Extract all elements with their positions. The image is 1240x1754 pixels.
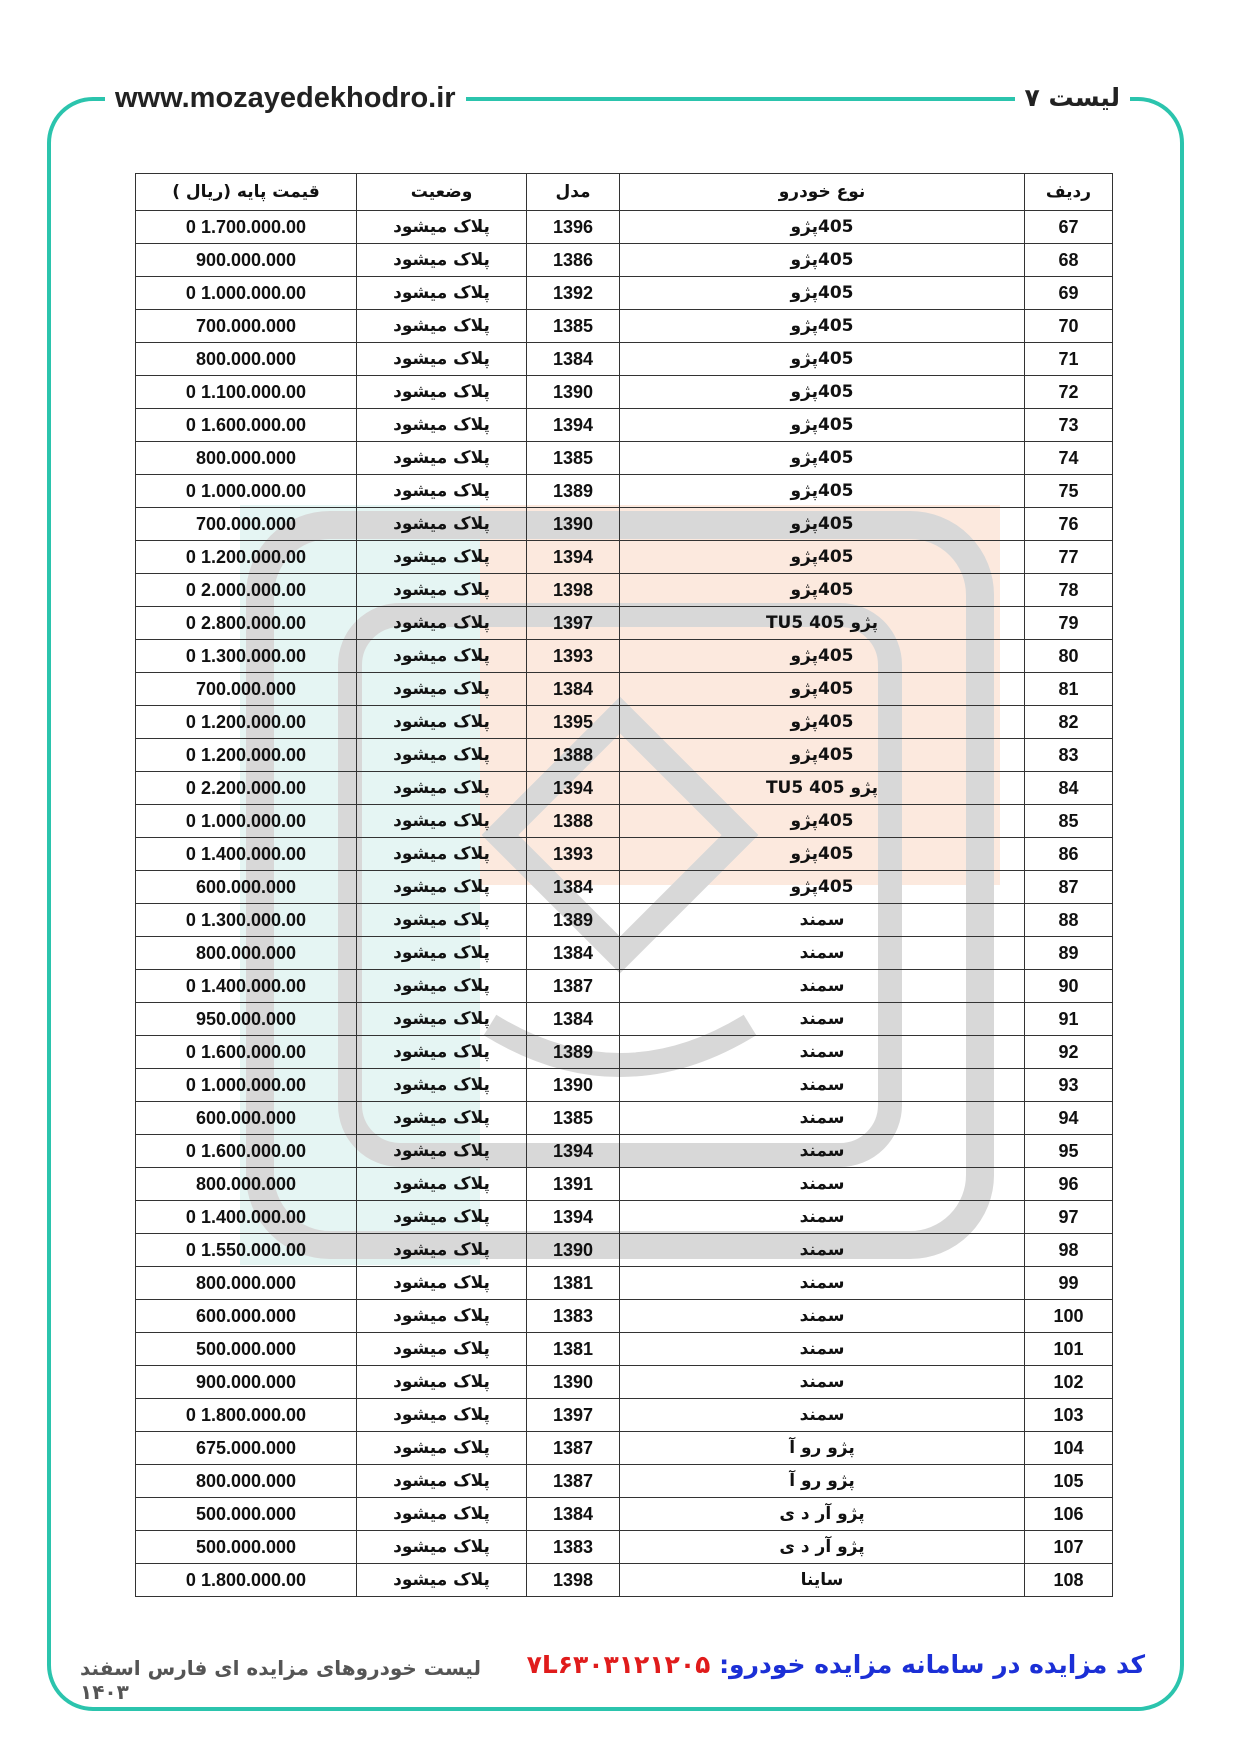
base-price-cell: 500.000.000 [136,1333,357,1366]
car-type-cell: 405پژو [620,211,1025,244]
base-price-cell: 2.000.000.00 0 [136,574,357,607]
status-cell: پلاک میشود [357,1399,527,1432]
model-year-cell: 1383 [527,1300,620,1333]
header-status: وضعیت [357,174,527,211]
car-type-cell: 405پژو [620,343,1025,376]
row-number-cell: 87 [1025,871,1113,904]
status-cell: پلاک میشود [357,541,527,574]
model-year-cell: 1384 [527,343,620,376]
status-cell: پلاک میشود [357,244,527,277]
status-cell: پلاک میشود [357,1300,527,1333]
row-number-cell: 77 [1025,541,1113,574]
car-type-cell: سمند [620,1399,1025,1432]
base-price-cell: 800.000.000 [136,343,357,376]
base-price-cell: 1.000.000.00 0 [136,805,357,838]
row-number-cell: 82 [1025,706,1113,739]
car-type-cell: 405پژو [620,541,1025,574]
model-year-cell: 1384 [527,673,620,706]
status-cell: پلاک میشود [357,871,527,904]
status-cell: پلاک میشود [357,475,527,508]
table-row [136,739,1113,772]
car-type-cell: سمند [620,1135,1025,1168]
base-price-cell: 1.550.000.00 0 [136,1234,357,1267]
base-price-cell: 700.000.000 [136,508,357,541]
status-cell: پلاک میشود [357,1366,527,1399]
row-number-cell: 75 [1025,475,1113,508]
status-cell: پلاک میشود [357,805,527,838]
base-price-cell: 2.800.000.00 0 [136,607,357,640]
table-row [136,1135,1113,1168]
status-cell: پلاک میشود [357,1432,527,1465]
model-year-cell: 1384 [527,871,620,904]
row-number-cell: 101 [1025,1333,1113,1366]
status-cell: پلاک میشود [357,1234,527,1267]
table-row [136,244,1113,277]
table-row [136,409,1113,442]
base-price-cell: 1.200.000.00 0 [136,541,357,574]
car-type-cell: پژو 405 TU5 [620,607,1025,640]
base-price-cell: 800.000.000 [136,1465,357,1498]
table-row [136,376,1113,409]
auction-code-label: کد مزایده در سامانه مزایده خودرو: [719,1650,1145,1679]
base-price-cell: 2.200.000.00 0 [136,772,357,805]
status-cell: پلاک میشود [357,937,527,970]
base-price-cell: 800.000.000 [136,442,357,475]
row-number-cell: 83 [1025,739,1113,772]
status-cell: پلاک میشود [357,1036,527,1069]
table-row [136,937,1113,970]
car-type-cell: ساینا [620,1564,1025,1597]
row-number-cell: 103 [1025,1399,1113,1432]
car-type-cell: سمند [620,904,1025,937]
status-cell: پلاک میشود [357,376,527,409]
car-type-cell: 405پژو [620,706,1025,739]
table-row [136,640,1113,673]
row-number-cell: 81 [1025,673,1113,706]
table-row [136,1234,1113,1267]
row-number-cell: 72 [1025,376,1113,409]
table-row [136,607,1113,640]
status-cell: پلاک میشود [357,1168,527,1201]
status-cell: پلاک میشود [357,1069,527,1102]
car-type-cell: 405پژو [620,409,1025,442]
status-cell: پلاک میشود [357,442,527,475]
status-cell: پلاک میشود [357,574,527,607]
row-number-cell: 78 [1025,574,1113,607]
model-year-cell: 1390 [527,376,620,409]
model-year-cell: 1394 [527,772,620,805]
model-year-cell: 1394 [527,1135,620,1168]
table-row [136,1267,1113,1300]
model-year-cell: 1388 [527,805,620,838]
header-row-number: ردیف [1025,174,1113,211]
table-row [136,1366,1113,1399]
table-row [136,838,1113,871]
base-price-cell: 1.400.000.00 0 [136,970,357,1003]
base-price-cell: 1.600.000.00 0 [136,1135,357,1168]
table-row [136,211,1113,244]
car-type-cell: پژو 405 TU5 [620,772,1025,805]
car-type-cell: 405پژو [620,673,1025,706]
car-type-cell: سمند [620,1069,1025,1102]
row-number-cell: 69 [1025,277,1113,310]
row-number-cell: 90 [1025,970,1113,1003]
car-type-cell: پژو رو آ [620,1465,1025,1498]
table-row [136,1102,1113,1135]
car-type-cell: 405پژو [620,475,1025,508]
table-row [136,1498,1113,1531]
base-price-cell: 600.000.000 [136,1300,357,1333]
status-cell: پلاک میشود [357,673,527,706]
table-row [136,1399,1113,1432]
table-row [136,1069,1113,1102]
base-price-cell: 675.000.000 [136,1432,357,1465]
model-year-cell: 1395 [527,706,620,739]
table-row [136,706,1113,739]
row-number-cell: 92 [1025,1036,1113,1069]
row-number-cell: 93 [1025,1069,1113,1102]
car-type-cell: 405پژو [620,838,1025,871]
base-price-cell: 800.000.000 [136,1168,357,1201]
status-cell: پلاک میشود [357,640,527,673]
table-row [136,277,1113,310]
car-type-cell: 405پژو [620,376,1025,409]
model-year-cell: 1383 [527,1531,620,1564]
status-cell: پلاک میشود [357,277,527,310]
car-type-cell: 405پژو [620,442,1025,475]
model-year-cell: 1388 [527,739,620,772]
car-type-cell: سمند [620,937,1025,970]
car-type-cell: 405پژو [620,574,1025,607]
model-year-cell: 1393 [527,640,620,673]
model-year-cell: 1394 [527,541,620,574]
row-number-cell: 95 [1025,1135,1113,1168]
cars-table [135,173,1113,1597]
model-year-cell: 1391 [527,1168,620,1201]
row-number-cell: 106 [1025,1498,1113,1531]
base-price-cell: 1.300.000.00 0 [136,904,357,937]
status-cell: پلاک میشود [357,1531,527,1564]
car-type-cell: 405پژو [620,508,1025,541]
base-price-cell: 1.100.000.00 0 [136,376,357,409]
row-number-cell: 105 [1025,1465,1113,1498]
table-row [136,1465,1113,1498]
car-type-cell: سمند [620,970,1025,1003]
auction-code [527,1650,1145,1679]
base-price-cell: 900.000.000 [136,1366,357,1399]
car-type-cell: سمند [620,1300,1025,1333]
model-year-cell: 1384 [527,937,620,970]
table-row [136,970,1113,1003]
car-type-cell: پژو آر د ی [620,1498,1025,1531]
model-year-cell: 1387 [527,1465,620,1498]
row-number-cell: 68 [1025,244,1113,277]
table-row [136,1003,1113,1036]
status-cell: پلاک میشود [357,739,527,772]
list-title: لیست ۷ [1015,78,1130,118]
table-row [136,904,1113,937]
model-year-cell: 1390 [527,1366,620,1399]
model-year-cell: 1397 [527,1399,620,1432]
table-row [136,772,1113,805]
base-price-cell: 1.600.000.00 0 [136,1036,357,1069]
car-type-cell: سمند [620,1102,1025,1135]
status-cell: پلاک میشود [357,1135,527,1168]
model-year-cell: 1387 [527,1432,620,1465]
row-number-cell: 73 [1025,409,1113,442]
car-type-cell: سمند [620,1333,1025,1366]
base-price-cell: 700.000.000 [136,310,357,343]
status-cell: پلاک میشود [357,970,527,1003]
car-type-cell: سمند [620,1201,1025,1234]
status-cell: پلاک میشود [357,1465,527,1498]
row-number-cell: 108 [1025,1564,1113,1597]
model-year-cell: 1389 [527,1036,620,1069]
model-year-cell: 1390 [527,1234,620,1267]
row-number-cell: 85 [1025,805,1113,838]
row-number-cell: 94 [1025,1102,1113,1135]
model-year-cell: 1384 [527,1498,620,1531]
base-price-cell: 900.000.000 [136,244,357,277]
row-number-cell: 98 [1025,1234,1113,1267]
table-row [136,1300,1113,1333]
row-number-cell: 84 [1025,772,1113,805]
website-url[interactable]: www.mozayedekhodro.ir [105,78,466,118]
status-cell: پلاک میشود [357,1333,527,1366]
base-price-cell: 1.000.000.00 0 [136,277,357,310]
base-price-cell: 1.000.000.00 0 [136,1069,357,1102]
row-number-cell: 107 [1025,1531,1113,1564]
base-price-cell: 1.000.000.00 0 [136,475,357,508]
row-number-cell: 76 [1025,508,1113,541]
status-cell: پلاک میشود [357,772,527,805]
table-row [136,1201,1113,1234]
table-row [136,1333,1113,1366]
base-price-cell: 500.000.000 [136,1498,357,1531]
row-number-cell: 79 [1025,607,1113,640]
base-price-cell: 1.300.000.00 0 [136,640,357,673]
table-header-row [136,174,1113,211]
header-model: مدل [527,174,620,211]
header-base-price: قیمت پایه (ریال ) [136,174,357,211]
car-type-cell: سمند [620,1234,1025,1267]
table-row [136,541,1113,574]
model-year-cell: 1389 [527,904,620,937]
model-year-cell: 1397 [527,607,620,640]
header-car-type: نوع خودرو [620,174,1025,211]
base-price-cell: 1.700.000.00 0 [136,211,357,244]
model-year-cell: 1393 [527,838,620,871]
base-price-cell: 1.400.000.00 0 [136,838,357,871]
car-type-cell: سمند [620,1267,1025,1300]
status-cell: پلاک میشود [357,1267,527,1300]
status-cell: پلاک میشود [357,1498,527,1531]
status-cell: پلاک میشود [357,1564,527,1597]
row-number-cell: 71 [1025,343,1113,376]
status-cell: پلاک میشود [357,409,527,442]
car-type-cell: 405پژو [620,310,1025,343]
list-caption: لیست خودروهای مزایده ای فارس اسفند ۱۴۰۳ [80,1656,481,1704]
model-year-cell: 1385 [527,1102,620,1135]
status-cell: پلاک میشود [357,211,527,244]
status-cell: پلاک میشود [357,1102,527,1135]
status-cell: پلاک میشود [357,706,527,739]
base-price-cell: 600.000.000 [136,1102,357,1135]
row-number-cell: 96 [1025,1168,1113,1201]
table-row [136,442,1113,475]
base-price-cell: 600.000.000 [136,871,357,904]
car-type-cell: سمند [620,1366,1025,1399]
row-number-cell: 88 [1025,904,1113,937]
table-row [136,475,1113,508]
table-row [136,1168,1113,1201]
status-cell: پلاک میشود [357,607,527,640]
model-year-cell: 1396 [527,211,620,244]
status-cell: پلاک میشود [357,508,527,541]
table-row [136,805,1113,838]
row-number-cell: 102 [1025,1366,1113,1399]
table-row [136,871,1113,904]
table-row [136,310,1113,343]
model-year-cell: 1392 [527,277,620,310]
car-type-cell: سمند [620,1036,1025,1069]
table-row [136,1564,1113,1597]
model-year-cell: 1385 [527,442,620,475]
model-year-cell: 1381 [527,1267,620,1300]
model-year-cell: 1386 [527,244,620,277]
row-number-cell: 74 [1025,442,1113,475]
row-number-cell: 104 [1025,1432,1113,1465]
model-year-cell: 1384 [527,1003,620,1036]
model-year-cell: 1381 [527,1333,620,1366]
car-type-cell: سمند [620,1168,1025,1201]
table-row [136,1531,1113,1564]
table-row [136,1036,1113,1069]
row-number-cell: 86 [1025,838,1113,871]
row-number-cell: 97 [1025,1201,1113,1234]
model-year-cell: 1389 [527,475,620,508]
model-year-cell: 1387 [527,970,620,1003]
car-type-cell: 405پژو [620,871,1025,904]
table-row [136,574,1113,607]
car-type-cell: 405پژو [620,277,1025,310]
status-cell: پلاک میشود [357,838,527,871]
model-year-cell: 1394 [527,1201,620,1234]
base-price-cell: 1.400.000.00 0 [136,1201,357,1234]
base-price-cell: 1.200.000.00 0 [136,706,357,739]
car-type-cell: پژو آر د ی [620,1531,1025,1564]
model-year-cell: 1398 [527,574,620,607]
row-number-cell: 89 [1025,937,1113,970]
car-type-cell: 405پژو [620,640,1025,673]
row-number-cell: 70 [1025,310,1113,343]
car-type-cell: 405پژو [620,739,1025,772]
row-number-cell: 99 [1025,1267,1113,1300]
row-number-cell: 67 [1025,211,1113,244]
model-year-cell: 1385 [527,310,620,343]
status-cell: پلاک میشود [357,1201,527,1234]
base-price-cell: 800.000.000 [136,937,357,970]
table-row [136,1432,1113,1465]
row-number-cell: 100 [1025,1300,1113,1333]
car-type-cell: 405پژو [620,805,1025,838]
table-row [136,343,1113,376]
table-row [136,673,1113,706]
base-price-cell: 1.800.000.00 0 [136,1399,357,1432]
status-cell: پلاک میشود [357,310,527,343]
model-year-cell: 1390 [527,1069,620,1102]
car-type-cell: 405پژو [620,244,1025,277]
car-type-cell: پژو رو آ [620,1432,1025,1465]
row-number-cell: 91 [1025,1003,1113,1036]
base-price-cell: 1.600.000.00 0 [136,409,357,442]
table-row [136,508,1113,541]
row-number-cell: 80 [1025,640,1113,673]
base-price-cell: 800.000.000 [136,1267,357,1300]
model-year-cell: 1398 [527,1564,620,1597]
status-cell: پلاک میشود [357,1003,527,1036]
model-year-cell: 1390 [527,508,620,541]
base-price-cell: 700.000.000 [136,673,357,706]
base-price-cell: 1.800.000.00 0 [136,1564,357,1597]
auction-code-value: ۷L۶۳۰۳۱۲۱۲۰۵ [526,1650,711,1679]
status-cell: پلاک میشود [357,343,527,376]
model-year-cell: 1394 [527,409,620,442]
base-price-cell: 1.200.000.00 0 [136,739,357,772]
base-price-cell: 500.000.000 [136,1531,357,1564]
status-cell: پلاک میشود [357,904,527,937]
base-price-cell: 950.000.000 [136,1003,357,1036]
car-type-cell: سمند [620,1003,1025,1036]
